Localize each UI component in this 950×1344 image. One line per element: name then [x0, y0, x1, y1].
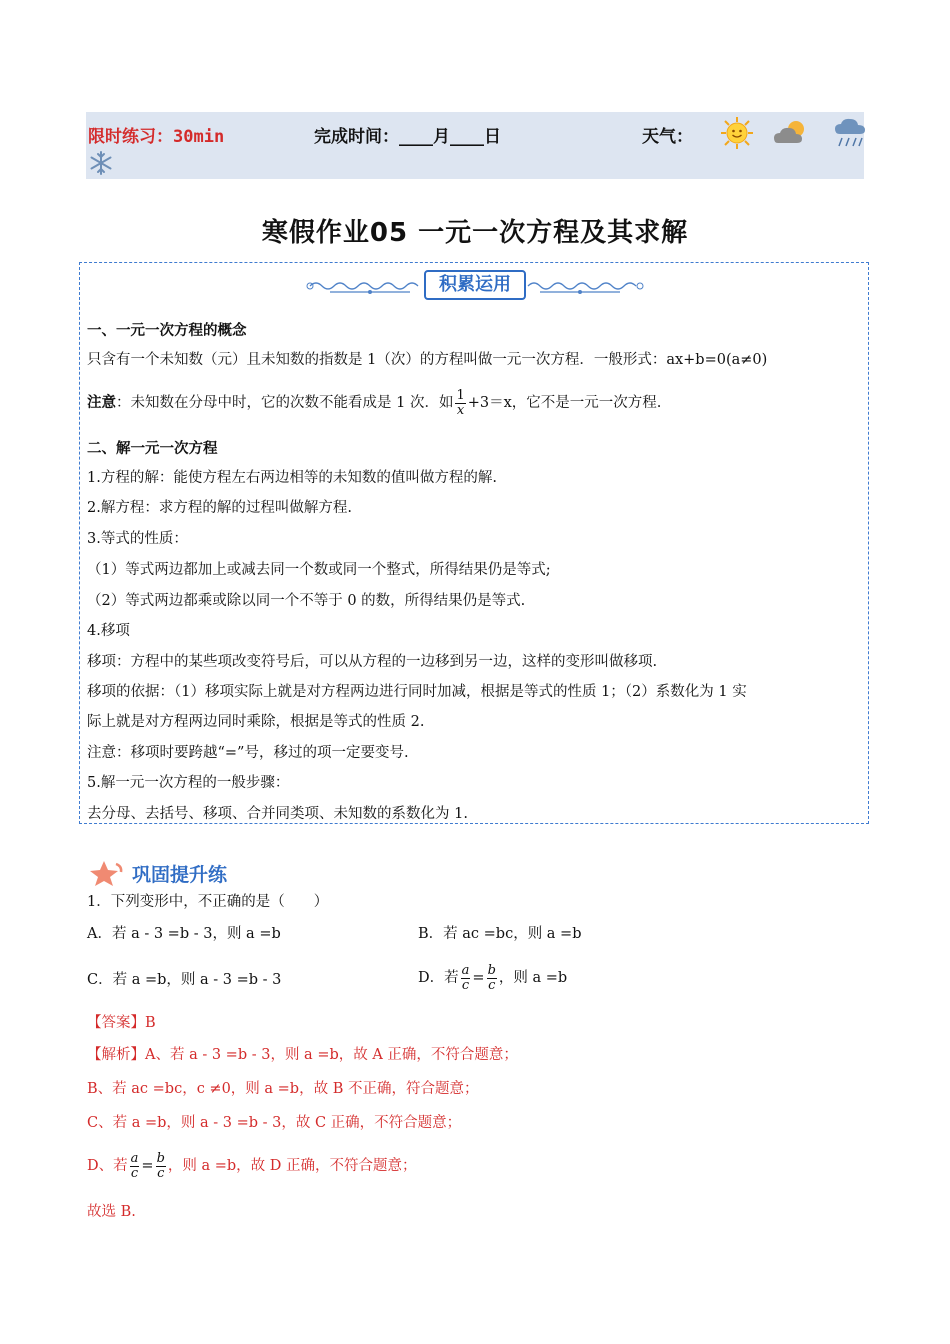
- explanation-b: B、若 ac =bc，c ≠0，则 a =b，故 B 不正确，符合题意；: [87, 1081, 479, 1097]
- concept-definition: 只含有一个未知数（元）且未知数的指数是 1（次）的方程叫做一元一次方程．一般形式：ax+b=0(a≠0): [87, 352, 768, 368]
- badge-consolidate: 巩固提升练: [132, 864, 228, 886]
- explanation-c: C、若 a =b，则 a - 3 =b - 3，故 C 正确，不符合题意；: [87, 1115, 462, 1131]
- note-text-1: ：未知数在分母中时，它的次数不能看成是 1 次．如: [116, 395, 454, 411]
- section2-header: [88, 858, 288, 888]
- rule-line: 移项的依据：（1）移项实际上就是对方程两边进行同时加减，根据是等式的性质 1；（2）系数化为 1 实: [87, 684, 747, 700]
- fraction-b-over-c: $\frac{b}{c}$: [487, 962, 496, 993]
- rule-line: 3.等式的性质：: [87, 531, 188, 547]
- rule-line: 注意：移项时要跨越“=”号，移过的项一定要变号.: [87, 745, 409, 761]
- snowflake-icon: [88, 150, 114, 176]
- answer: 【答案】B: [87, 1015, 156, 1031]
- fraction-numerator: 1: [456, 387, 465, 403]
- rule-line: （2）等式两边都乘或除以同一个不等于 0 的数，所得结果仍是等式.: [87, 593, 526, 609]
- fraction-b-over-c: $\frac{b}{c}$: [156, 1150, 165, 1181]
- time-limit: 限时练习：30min: [88, 127, 225, 147]
- conclusion: 故选 B.: [87, 1204, 136, 1220]
- badge-accumulate: 积累运用: [424, 270, 526, 300]
- weather-label: 天气：: [642, 127, 693, 147]
- explanation-d: D、若 $\frac{a}{c}$ = $\frac{b}{c}$ ，则 a =b，故 D 正确，不符合题意；: [87, 1150, 417, 1181]
- fraction-1-over-x: [455, 389, 465, 418]
- option-d: D．若 $\frac{a}{c}$ = $\frac{b}{c}$ ，则 a =b: [418, 962, 568, 993]
- completion-time: 完成时间：____月____日: [314, 127, 501, 147]
- explanation-a: 【解析】A、若 a - 3 =b - 3，则 a =b，故 A 正确，不符合题意；: [87, 1047, 518, 1063]
- sun-icon: [720, 116, 754, 150]
- rule-line: 5.解一元一次方程的一般步骤：: [87, 775, 290, 791]
- option-a: A．若 a - 3 =b - 3，则 a =b: [87, 926, 281, 942]
- page-title: 寒假作业05 一元一次方程及其求解: [261, 218, 689, 248]
- knowledge-box: [79, 262, 869, 824]
- explanation-d-prefix: D、若: [87, 1158, 128, 1174]
- rule-line: 1.方程的解：能使方程左右两边相等的未知数的值叫做方程的解.: [87, 470, 497, 486]
- fraction-a-over-c: $\frac{a}{c}$: [461, 962, 470, 993]
- section-banner: [300, 268, 650, 304]
- concept-note: [87, 388, 661, 418]
- rule-line: 2.解方程：求方程的解的过程叫做解方程.: [87, 500, 352, 516]
- fraction-denominator: x: [456, 402, 465, 418]
- rule-line: （1）等式两边都加上或减去同一个数或同一个整式，所得结果仍是等式;: [87, 562, 551, 578]
- header-bar: [86, 112, 864, 179]
- fraction-a-over-c: $\frac{a}{c}$: [130, 1150, 139, 1181]
- option-b: B．若 ac =bc，则 a =b: [418, 926, 582, 942]
- heading-concept: 一、一元一次方程的概念: [87, 322, 247, 339]
- rule-line: 移项：方程中的某些项改变符号后，可以从方程的一边移到另一边，这样的变形叫做移项.: [87, 654, 658, 670]
- rule-line: 去分母、去括号、移项、合并同类项、未知数的系数化为 1.: [87, 806, 468, 822]
- question-1: 1．下列变形中，不正确的是（ ）: [87, 894, 329, 910]
- rule-line: 际上就是对方程两边同时乘除，根据是等式的性质 2.: [87, 714, 425, 730]
- partly-cloudy-icon: [772, 118, 810, 148]
- option-d-prefix: D．若: [418, 970, 459, 986]
- note-label: 注意: [87, 394, 116, 411]
- option-d-suffix: ，则 a =b: [498, 970, 568, 986]
- rule-line: 4.移项: [87, 623, 130, 639]
- explanation-d-suffix: ，则 a =b，故 D 正确，不符合题意；: [167, 1158, 417, 1174]
- rain-icon: [834, 116, 866, 150]
- star-icon: [88, 858, 128, 888]
- option-c: C．若 a =b，则 a - 3 =b - 3: [87, 972, 282, 988]
- heading-solve: 二、解一元一次方程: [87, 440, 218, 457]
- note-text-2: +3＝x，它不是一元一次方程.: [467, 395, 662, 411]
